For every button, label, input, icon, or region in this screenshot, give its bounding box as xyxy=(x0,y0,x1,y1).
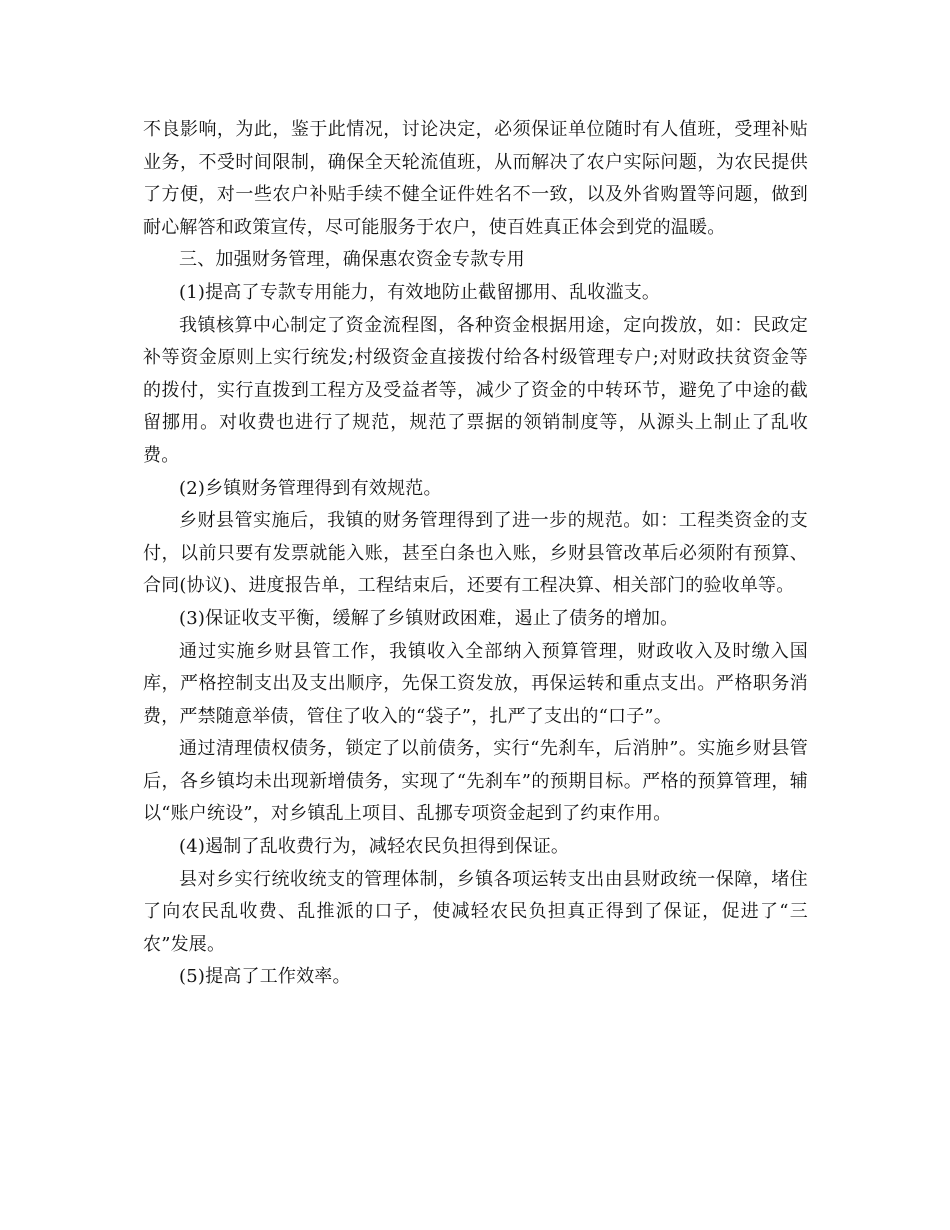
subheading-4: (4)遏制了乱收费行为，减轻农民负担得到保证。 xyxy=(179,836,570,858)
paragraph-3: 乡财县管实施后，我镇的财务管理得到了进一步的规范。如：工程类资金的支付，以前只要有发票就能入账，甚至白条也入账，乡财县管改革后必须附有预算、合同(协议)、进度报告单，工程结束后，还要有工程决算、相关部门的验收单等。 xyxy=(143,510,808,597)
paragraph-1: 不良影响，为此，鉴于此情况，讨论决定，必须保证单位随时有人值班，受理补贴业务，不受时间限制，确保全天轮流值班，从而解决了农户实际问题，为农民提供了方便，对一些农户补贴手续不健全证件姓名不一致，以及外省购置等问题，做到耐心解答和政策宣传，尽可能服务于农户，使百姓真正体会到党的温暖。 xyxy=(143,119,808,238)
section-heading: 三、加强财务管理，确保惠农资金专款专用 xyxy=(179,249,525,271)
paragraph-5: 通过清理债权债务，锁定了以前债务，实行“先刹车，后消肿”。实施乡财县管后，各乡镇均未出现新增债务，实现了“先刹车”的预期目标。严格的预算管理，辅以“账户统设”，对乡镇乱上项目、乱挪专项资金起到了约束作用。 xyxy=(143,738,808,825)
subheading-3: (3)保证收支平衡，缓解了乡镇财政困难，遏止了债务的增加。 xyxy=(179,607,679,629)
paragraph-2: 我镇核算中心制定了资金流程图，各种资金根据用途，定向拨放，如：民政定补等资金原则上实行统发;村级资金直接拨付给各村级管理专户;对财政扶贫资金等的拨付，实行直拨到工程方及受益者等，减少了资金的中转环节，避免了中途的截留挪用。对收费也进行了规范，规范了票据的领销制度等，从源头上制止了乱收费。 xyxy=(143,314,808,466)
document-body xyxy=(143,114,808,994)
paragraph-6: 县对乡实行统收统支的管理体制，乡镇各项运转支出由县财政统一保障，堵住了向农民乱收费、乱推派的口子，使减轻农民负担真正得到了保证，促进了“三农”发展。 xyxy=(143,868,808,955)
subheading-5: (5)提高了工作效率。 xyxy=(179,966,351,988)
paragraph-4: 通过实施乡财县管工作，我镇收入全部纳入预算管理，财政收入及时缴入国库，严格控制支出及支出顺序，先保工资发放，再保运转和重点支出。严格职务消费，严禁随意举债，管住了收入的“袋子”，扎严了支出的“口子”。 xyxy=(143,640,808,727)
subheading-1: (1)提高了专款专用能力，有效地防止截留挪用、乱收滥支。 xyxy=(179,281,661,303)
subheading-2: (2)乡镇财务管理得到有效规范。 xyxy=(179,477,442,499)
